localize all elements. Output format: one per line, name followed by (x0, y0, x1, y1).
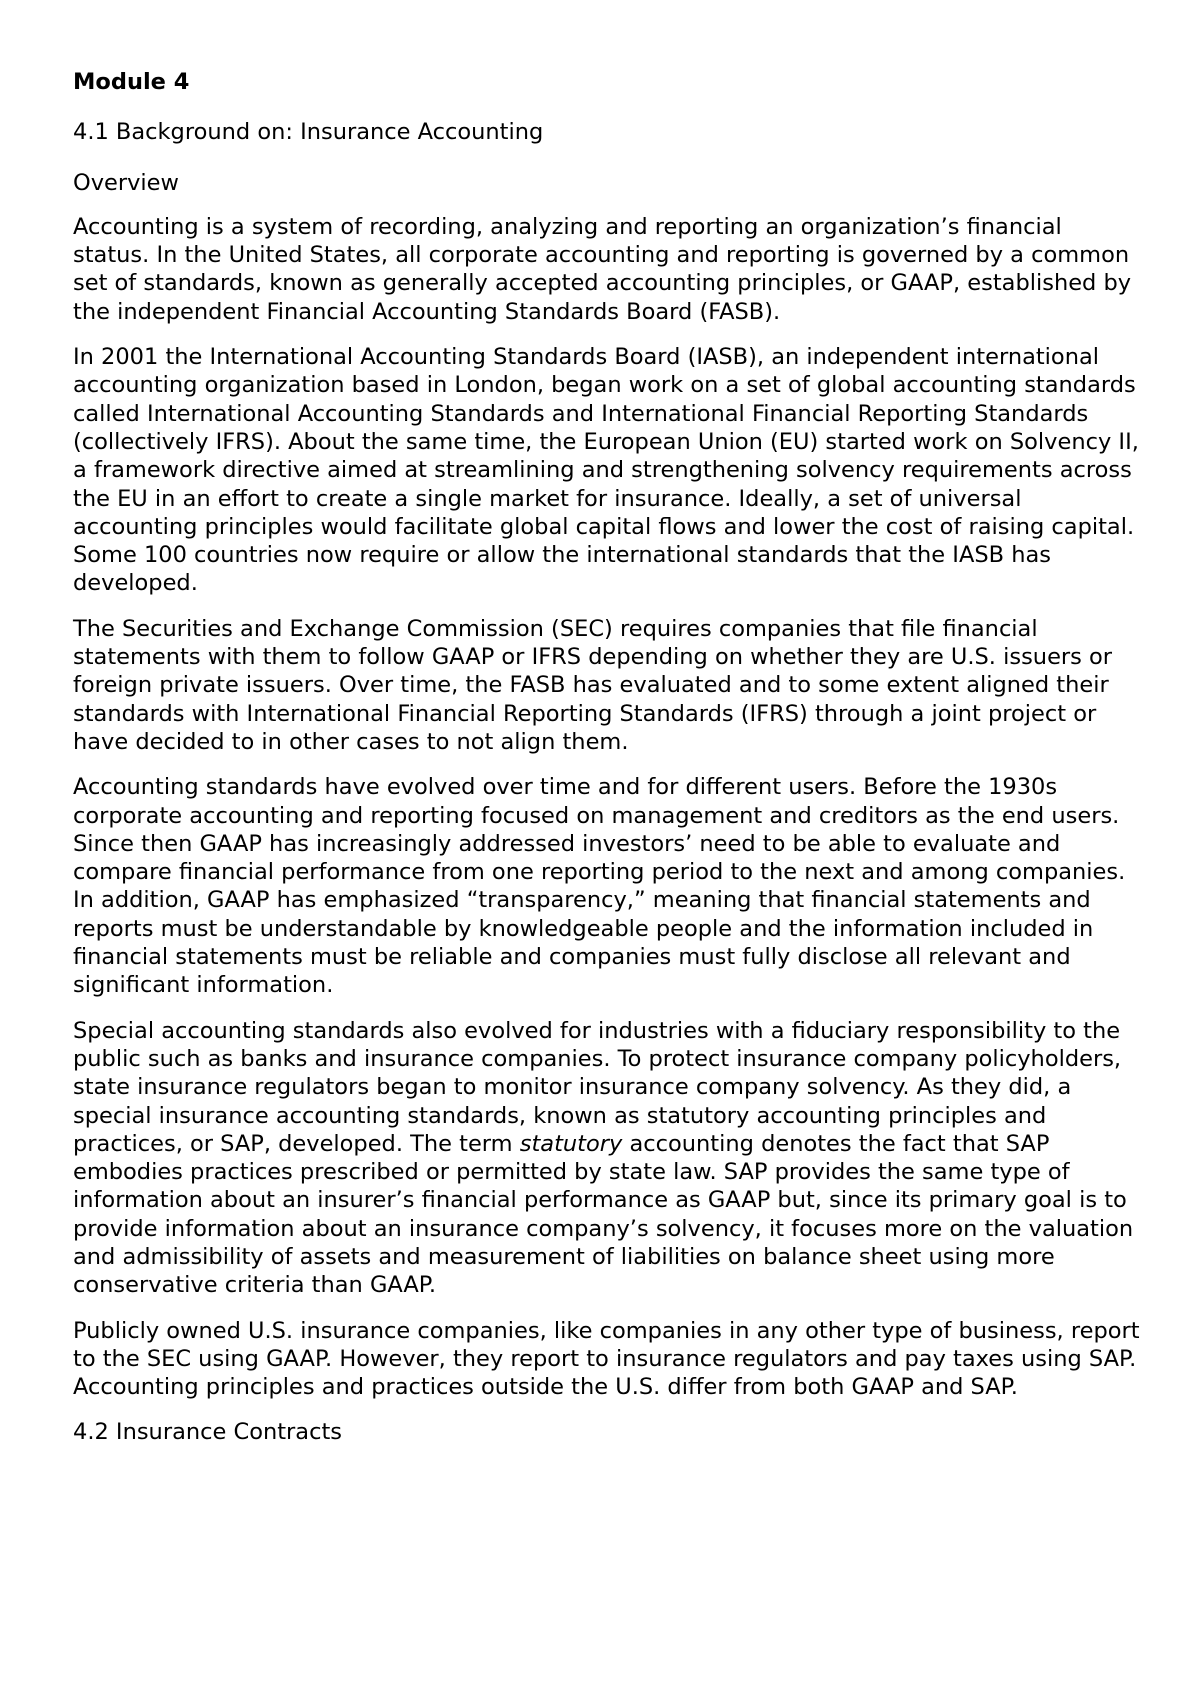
section-heading: 4.1 Background on: Insurance Accounting (73, 119, 544, 146)
paragraph-iasb-history: In 2001 the International Accounting Standards Board (IASB), an independent international accounting organization based in London, began work on a set of global accounting standards called International Accounting Standards and International Financial Reporting Standards (collectively IFRS). About the same time, the European Union (EU) started work on Solvency II, a framework directive aimed at streamlining and strengthening solvency requirements across the EU in an effort to create a single market for insurance. Ideally, a set of universal accounting principles would facilitate global capital flows and lower the cost of raising capital. Some 100 countries now require or allow the international standards that the IASB has developed. (73, 344, 1139, 597)
statutory-emphasis: statutory (519, 1130, 623, 1157)
module-title: Module 4 (73, 69, 190, 95)
paragraph-sec-requirements: The Securities and Exchange Commission (SEC) requires companies that file financial statements with them to follow GAAP or IFRS depending on whether they are U.S. issuers or foreign private issuers. Over time, the FASB has evaluated and to some extent aligned their standards with International Financial Reporting Standards (IFRS) through a joint project or have decided to in other cases to not align them. (73, 615, 1113, 755)
paragraph-special-standards (73, 1017, 1143, 1300)
special-text-part-1: Special accounting standards also evolved for industries with a fiduciary responsibility to the public such as banks and insurance companies. To protect insurance company policyholders, state insurance regulators began to monitor insurance company solvency. As they did, a special insurance accounting standards, known as statutory accounting principles and practices, or SAP, developed. The term (73, 1017, 1122, 1157)
overview-subheading: Overview (73, 169, 179, 196)
paragraph-public-companies: Publicly owned U.S. insurance companies, like companies in any other type of business, report to the SEC using GAAP. However, they report to insurance regulators and pay taxes using SAP. Accounting principles and practices outside the U.S. differ from both GAAP and SAP. (73, 1317, 1140, 1401)
next-section-heading: 4.2 Insurance Contracts (73, 1419, 342, 1446)
paragraph-accounting-definition: Accounting is a system of recording, analyzing and reporting an organization’s financial status. In the United States, all corporate accounting and reporting is governed by a common set of standards, known as generally accepted accounting principles, or GAAP, established by the independent Financial Accounting Standards Board (FASB). (73, 213, 1132, 325)
special-text-part-2: accounting denotes the fact that SAP embodies practices prescribed or permitted by state law. SAP provides the same type of information about an insurer’s financial performance as GAAP but, since its primary goal is to provide information about an insurance company’s solvency, it focuses more on the valuation and admissibility of assets and measurement of liabilities on balance sheet using more conservative criteria than GAAP. (73, 1130, 1134, 1299)
paragraph-standards-evolution: Accounting standards have evolved over time and for different users. Before the 1930s corporate accounting and reporting focused on management and creditors as the end users. Since then GAAP has increasingly addressed investors’ need to be able to evaluate and compare financial performance from one reporting period to the next and among companies. In addition, GAAP has emphasized “transparency,” meaning that financial statements and reports must be understandable by knowledgeable people and the information included in financial statements must be reliable and companies must fully disclose all relevant and significant information. (73, 774, 1126, 999)
document-page (73, 68, 1143, 1469)
